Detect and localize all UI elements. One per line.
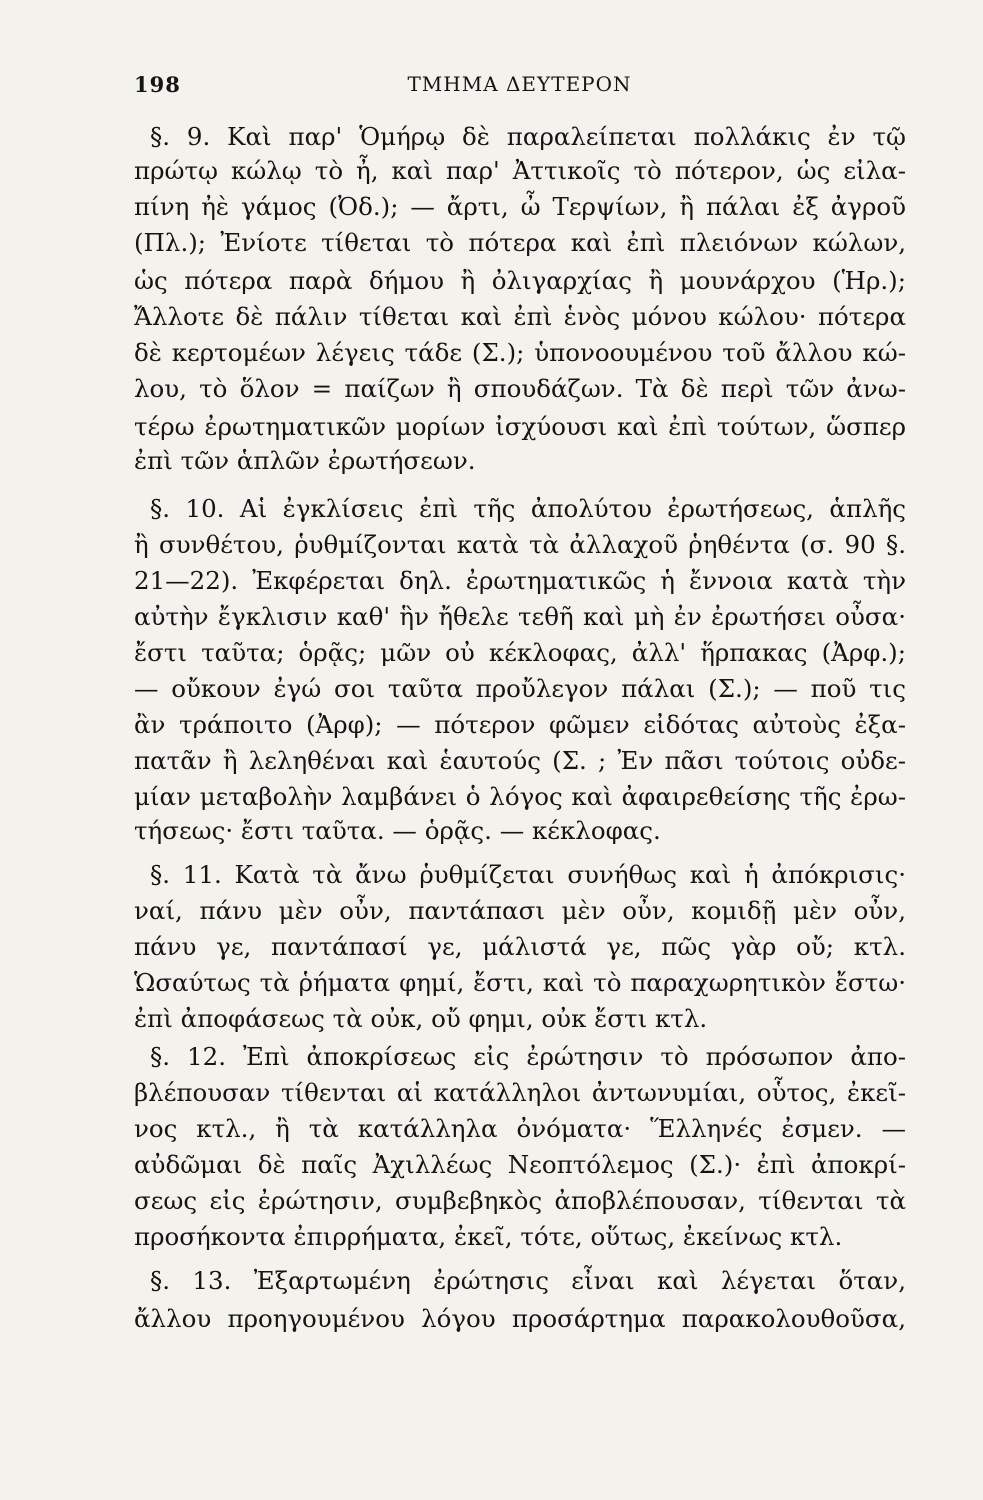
text-line: ἄλλου προηγουμένου λόγου προσάρτημα παρακολουθοῦσα,: [134, 1304, 906, 1333]
text-line: §. 9. Καὶ παρ' Ὁμήρῳ δὲ παραλείπεται πολλάκις ἐν τῷ: [150, 122, 906, 151]
text-line: §. 12. Ἐπὶ ἀποκρίσεως εἰς ἐρώτησιν τὸ πρόσωπον ἀπο-: [150, 1042, 906, 1071]
text-line: ἐπὶ τῶν ἁπλῶν ἐρωτήσεων.: [134, 446, 476, 475]
text-line: πίνη ἠὲ γάμος (Ὀδ.); — ἄρτι, ὦ Τερψίων, ἢ πάλαι ἐξ ἀγροῦ: [134, 192, 906, 221]
text-line: αὐτὴν ἔγκλισιν καθ' ἣν ἤθελε τεθῆ καὶ μὴ ἐν ἐρωτήσει οὖσα·: [134, 602, 906, 631]
text-line: νος κτλ., ἢ τὰ κατάλληλα ὀνόματα· Ἕλληνές ἐσμεν. —: [134, 1114, 906, 1143]
text-line: τέρω ἐρωτηματικῶν μορίων ἰσχύουσι καὶ ἐπὶ τούτων, ὥσπερ: [134, 412, 906, 441]
running-title: ΤΜΗΜΑ ΔΕΥΤΕΡΟΝ: [407, 72, 632, 96]
text-line: πρώτῳ κώλῳ τὸ ἦ, καὶ παρ' Ἀττικοῖς τὸ πότερον, ὡς εἰλα-: [134, 156, 906, 185]
text-line: ἐπὶ ἀποφάσεως τὰ οὐκ, οὔ φημι, οὐκ ἔστι κτλ.: [134, 1004, 708, 1033]
text-line: Ἄλλοτε δὲ πάλιν τίθεται καὶ ἐπὶ ἑνὸς μόνου κώλου· πότερα: [134, 302, 906, 331]
text-line: ἔστι ταῦτα; ὁρᾷς; μῶν οὐ κέκλοφας, ἀλλ' ἥρπακας (Ἀρφ.);: [134, 638, 906, 667]
page-number: 198: [134, 72, 181, 97]
text-line: ἂν τράποιτο (Ἀρφ); — πότερον φῶμεν εἰδότας αὐτοὺς ἐξα-: [134, 710, 906, 739]
text-line: πατᾶν ἢ λεληθέναι καὶ ἑαυτούς (Σ. ; Ἐν πᾶσι τούτοις οὐδε-: [134, 746, 906, 775]
text-line: ὡς πότερα παρὰ δήμου ἢ ὀλιγαρχίας ἢ μουνάρχου (Ἡρ.);: [134, 266, 906, 295]
page-header: [134, 72, 905, 104]
text-line: ἢ συνθέτου, ῥυθμίζονται κατὰ τὰ ἀλλαχοῦ ῥηθέντα (σ. 90 §.: [134, 530, 906, 559]
text-line: πάνυ γε, παντάπασί γε, μάλιστά γε, πῶς γὰρ οὔ; κτλ.: [134, 932, 906, 961]
text-line: σεως εἰς ἐρώτησιν, συμβεβηκὸς ἀποβλέπουσαν, τίθενται τὰ: [134, 1186, 906, 1215]
text-line: Ὡσαύτως τὰ ῥήματα φημί, ἔστι, καὶ τὸ παραχωρητικὸν ἔστω·: [134, 968, 906, 997]
text-line: §. 13. Ἐξαρτωμένη ἐρώτησις εἶναι καὶ λέγεται ὅταν,: [150, 1266, 906, 1295]
text-line: μίαν μεταβολὴν λαμβάνει ὁ λόγος καὶ ἀφαιρεθείσης τῆς ἐρω-: [134, 782, 906, 811]
text-line: (Πλ.); Ἐνίοτε τίθεται τὸ πότερα καὶ ἐπὶ πλειόνων κώλων,: [134, 228, 906, 257]
text-line: §. 11. Κατὰ τὰ ἄνω ῥυθμίζεται συνήθως καὶ ἡ ἀπόκρισις·: [150, 860, 906, 889]
text-line: §. 10. Αἱ ἐγκλίσεις ἐπὶ τῆς ἀπολύτου ἐρωτήσεως, ἁπλῆς: [150, 494, 906, 523]
text-line: προσήκοντα ἐπιρρήματα, ἐκεῖ, τότε, οὕτως, ἐκείνως κτλ.: [134, 1222, 843, 1251]
text-line: βλέπουσαν τίθενται αἱ κατάλληλοι ἀντωνυμίαι, οὗτος, ἐκεῖ-: [134, 1078, 906, 1107]
text-line: δὲ κερτομέων λέγεις τάδε (Σ.); ὑπονοουμένου τοῦ ἄλλου κώ-: [134, 338, 906, 367]
text-line: 21—22). Ἐκφέρεται δηλ. ἐρωτηματικῶς ἡ ἔννοια κατὰ τὴν: [134, 566, 906, 595]
text-line: τήσεως· ἔστι ταῦτα. — ὁρᾷς. — κέκλοφας.: [134, 816, 661, 845]
text-line: ναί, πάνυ μὲν οὖν, παντάπασι μὲν οὖν, κομιδῇ μὲν οὖν,: [134, 896, 906, 925]
text-line: — οὔκουν ἐγώ σοι ταῦτα προὔλεγον πάλαι (Σ.); — ποῦ τις: [134, 674, 906, 703]
text-line: αὐδῶμαι δὲ παῖς Ἀχιλλέως Νεοπτόλεμος (Σ.)· ἐπὶ ἀποκρί-: [134, 1150, 906, 1179]
text-line: λου, τὸ ὅλον = παίζων ἢ σπουδάζων. Τὰ δὲ περὶ τῶν ἀνω-: [134, 374, 906, 403]
